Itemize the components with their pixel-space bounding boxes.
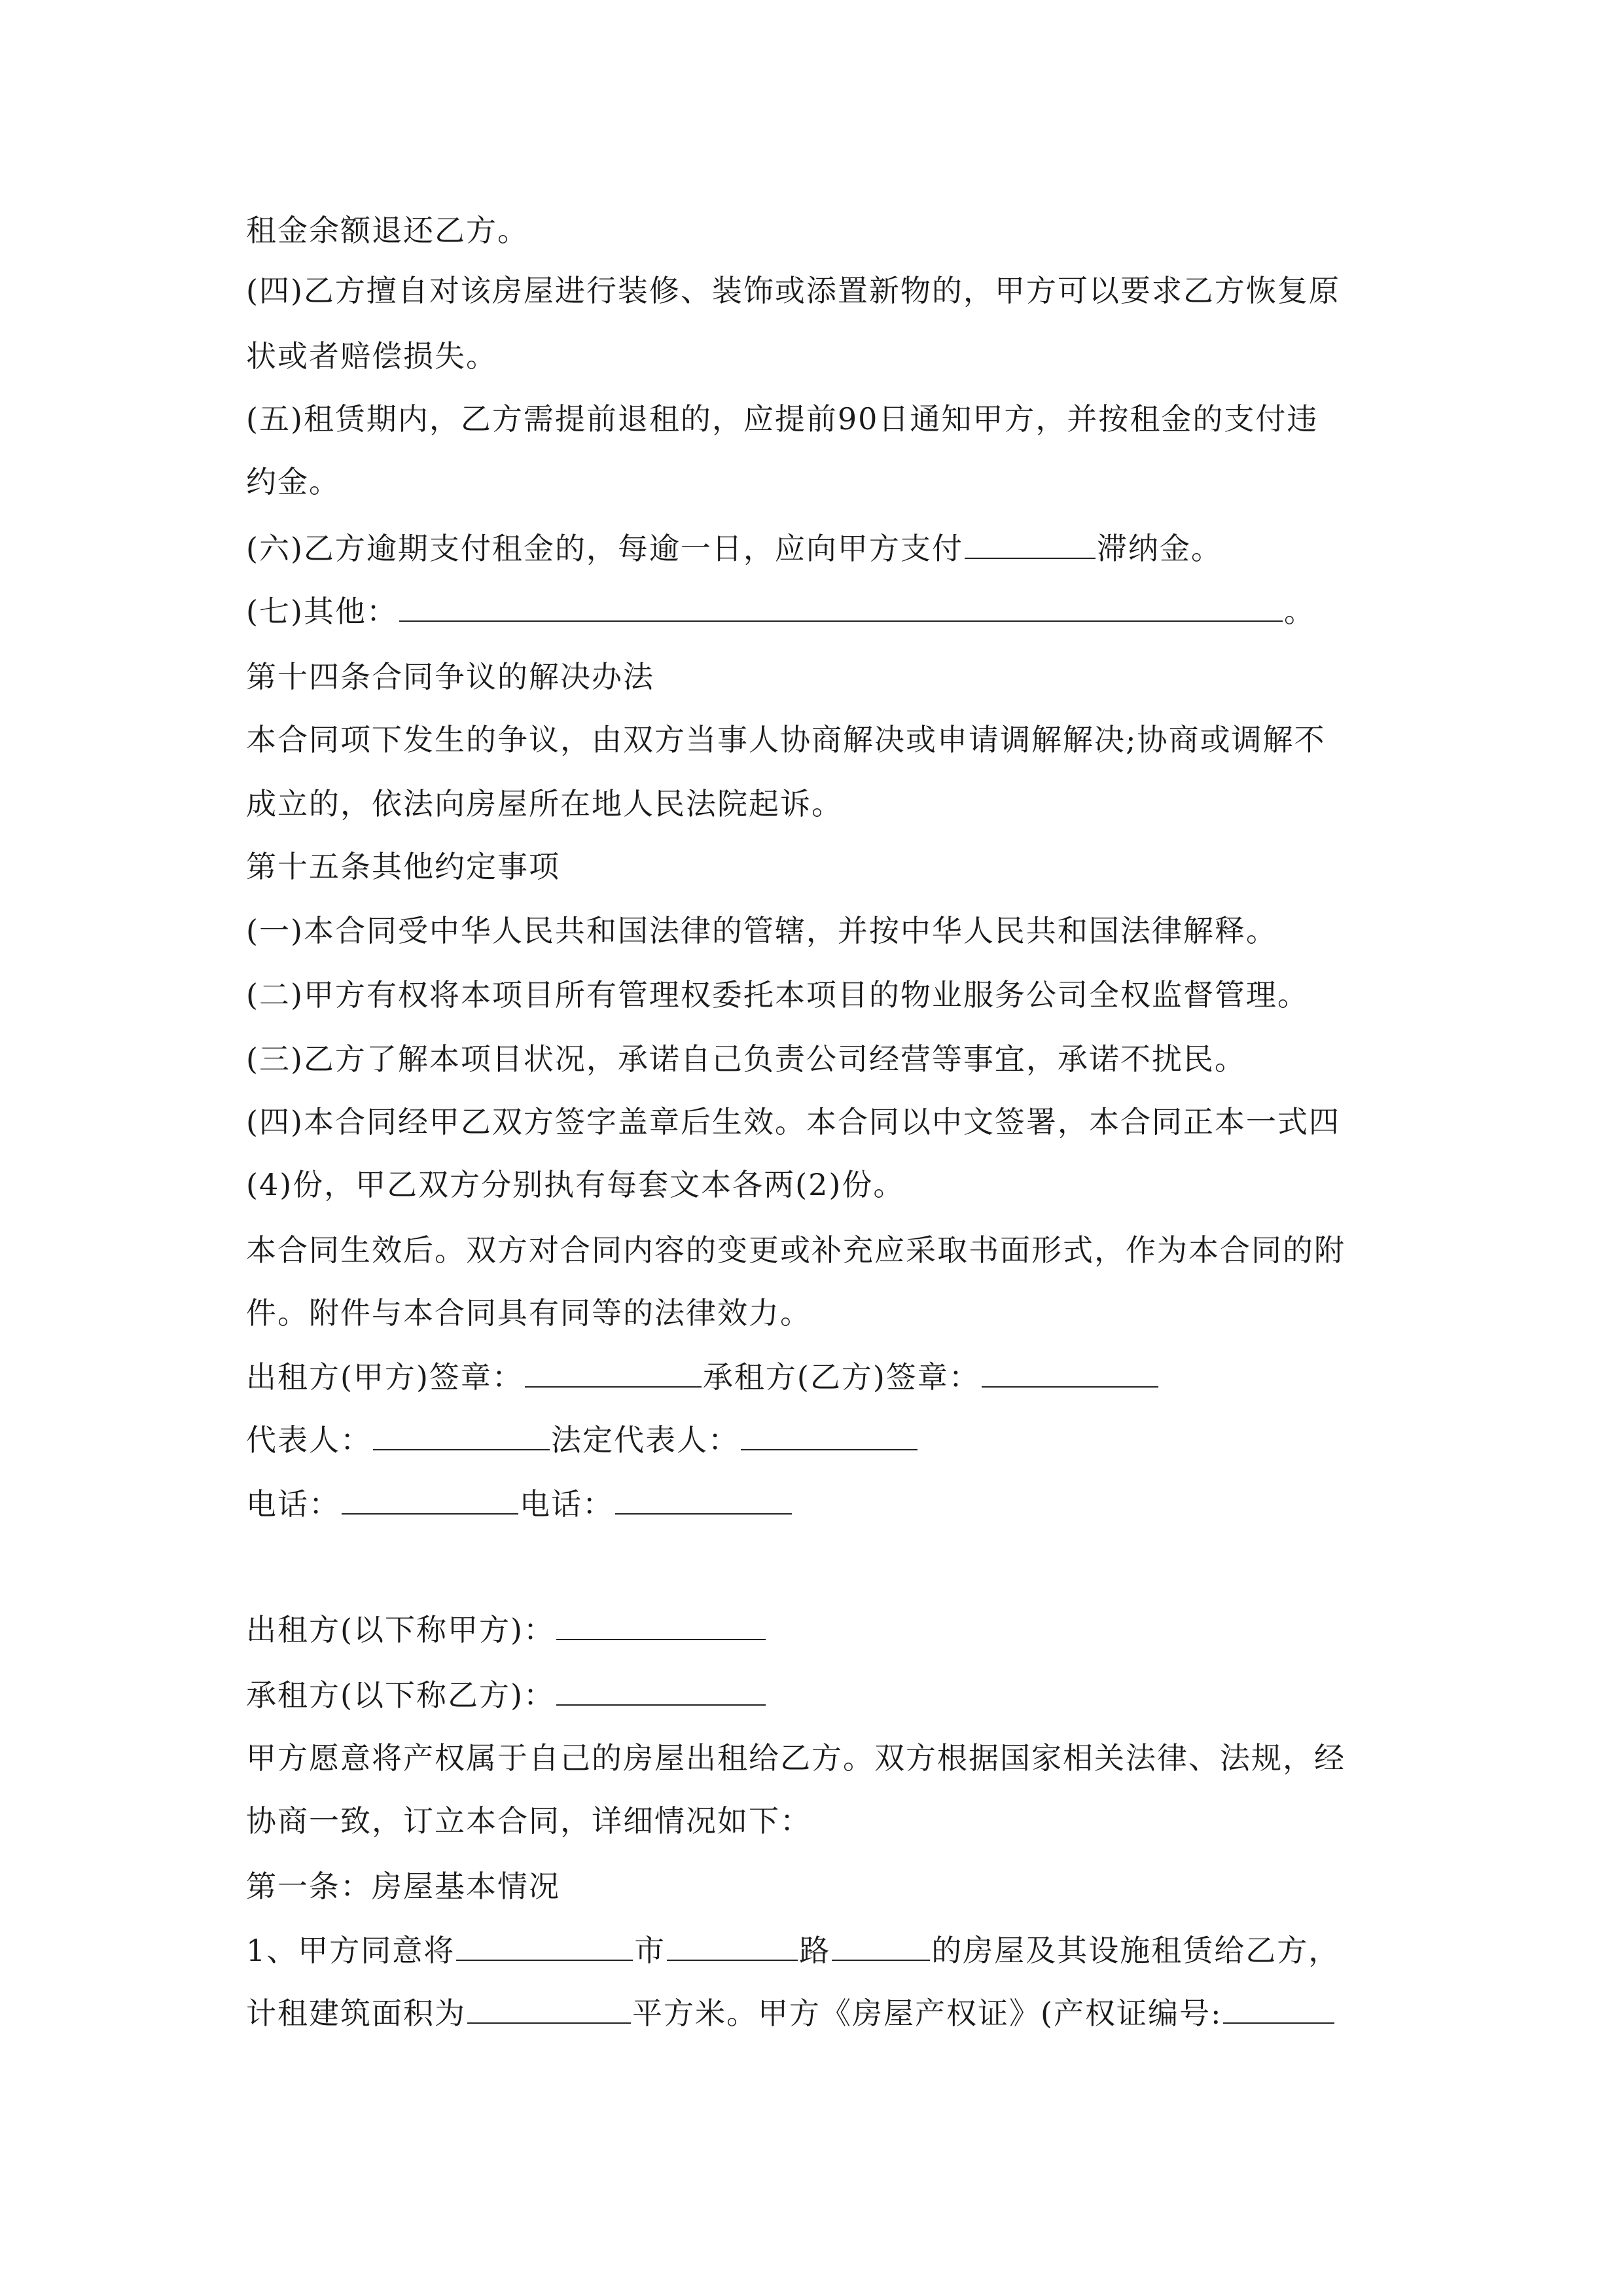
text-line: 计租建筑面积为 平方米。甲方《房屋产权证》(产权证编号: bbox=[246, 1994, 1336, 2033]
signature-line: 出租方(甲方)签章： 承租方(乙方)签章： bbox=[246, 1357, 1160, 1397]
text-line: (一)本合同受中华人民共和国法律的管辖，并按中华人民共和国法律解释。 bbox=[246, 913, 1277, 948]
text-line: (七)其他： 。 bbox=[246, 592, 1315, 631]
section-heading: 第一条：房屋基本情况 bbox=[246, 1869, 560, 1904]
text-line: 状或者赔偿损失。 bbox=[246, 338, 497, 374]
text-line: 件。附件与本合同具有同等的法律效力。 bbox=[246, 1295, 812, 1331]
text-line: (三)乙方了解本项目状况，承诺自己负责公司经营等事宜，承诺不扰民。 bbox=[246, 1041, 1246, 1077]
text-line: (4)份，甲乙双方分别执有每套文本各两(2)份。 bbox=[246, 1167, 905, 1202]
blank-field bbox=[965, 529, 1096, 559]
blank-field bbox=[525, 1357, 702, 1388]
text-line: 协商一致，订立本合同，详细情况如下： bbox=[246, 1803, 812, 1839]
text-line: (四)本合同经甲乙双方签字盖章后生效。本合同以中文签署，本合同正本一式四 bbox=[246, 1104, 1340, 1139]
text-line: 租金余额退还乙方。 bbox=[246, 213, 529, 248]
signature-line: 电话： 电话： bbox=[246, 1484, 793, 1524]
text-line: (四)乙方擅自对该房屋进行装修、装饰或添置新物的，甲方可以要求乙方恢复原 bbox=[246, 273, 1340, 308]
text-line: 约金。 bbox=[246, 464, 340, 499]
blank-field bbox=[741, 1420, 918, 1450]
text-line: (五)租赁期内，乙方需提前退租的，应提前90日通知甲方，并按租金的支付违 bbox=[246, 401, 1319, 437]
blank-field bbox=[456, 1931, 633, 1961]
party-line: 出租方(以下称甲方)： bbox=[246, 1610, 767, 1649]
signature-line: 代表人： 法定代表人： bbox=[246, 1420, 919, 1460]
blank-field bbox=[373, 1420, 550, 1450]
blank-field bbox=[399, 592, 1283, 622]
text-line: 1、甲方同意将 市 路 的房屋及其设施租赁给乙方， bbox=[246, 1931, 1340, 1970]
blank-field bbox=[615, 1484, 792, 1515]
blank-field bbox=[667, 1931, 798, 1961]
blank-field bbox=[1223, 1994, 1334, 2024]
text-line: 甲方愿意将产权属于自己的房屋出租给乙方。双方根据国家相关法律、法规，经 bbox=[246, 1740, 1346, 1776]
blank-field bbox=[556, 1676, 766, 1706]
blank-field bbox=[467, 1994, 631, 2024]
section-heading: 第十五条其他约定事项 bbox=[246, 849, 560, 884]
blank-field bbox=[342, 1484, 518, 1515]
text-line: 成立的，依法向房屋所在地人民法院起诉。 bbox=[246, 786, 843, 821]
blank-field bbox=[556, 1610, 766, 1640]
section-heading: 第十四条合同争议的解决办法 bbox=[246, 659, 654, 694]
text-line: 本合同生效后。双方对合同内容的变更或补充应采取书面形式，作为本合同的附 bbox=[246, 1232, 1346, 1268]
text-line: (二)甲方有权将本项目所有管理权委托本项目的物业服务公司全权监督管理。 bbox=[246, 977, 1309, 1013]
blank-field bbox=[982, 1357, 1158, 1388]
party-line: 承租方(以下称乙方)： bbox=[246, 1676, 767, 1715]
text-line: (六)乙方逾期支付租金的，每逾一日，应向甲方支付 滞纳金。 bbox=[246, 529, 1222, 568]
blank-field bbox=[832, 1931, 930, 1961]
text-line: 本合同项下发生的争议，由双方当事人协商解决或申请调解解决;协商或调解不 bbox=[246, 722, 1326, 757]
